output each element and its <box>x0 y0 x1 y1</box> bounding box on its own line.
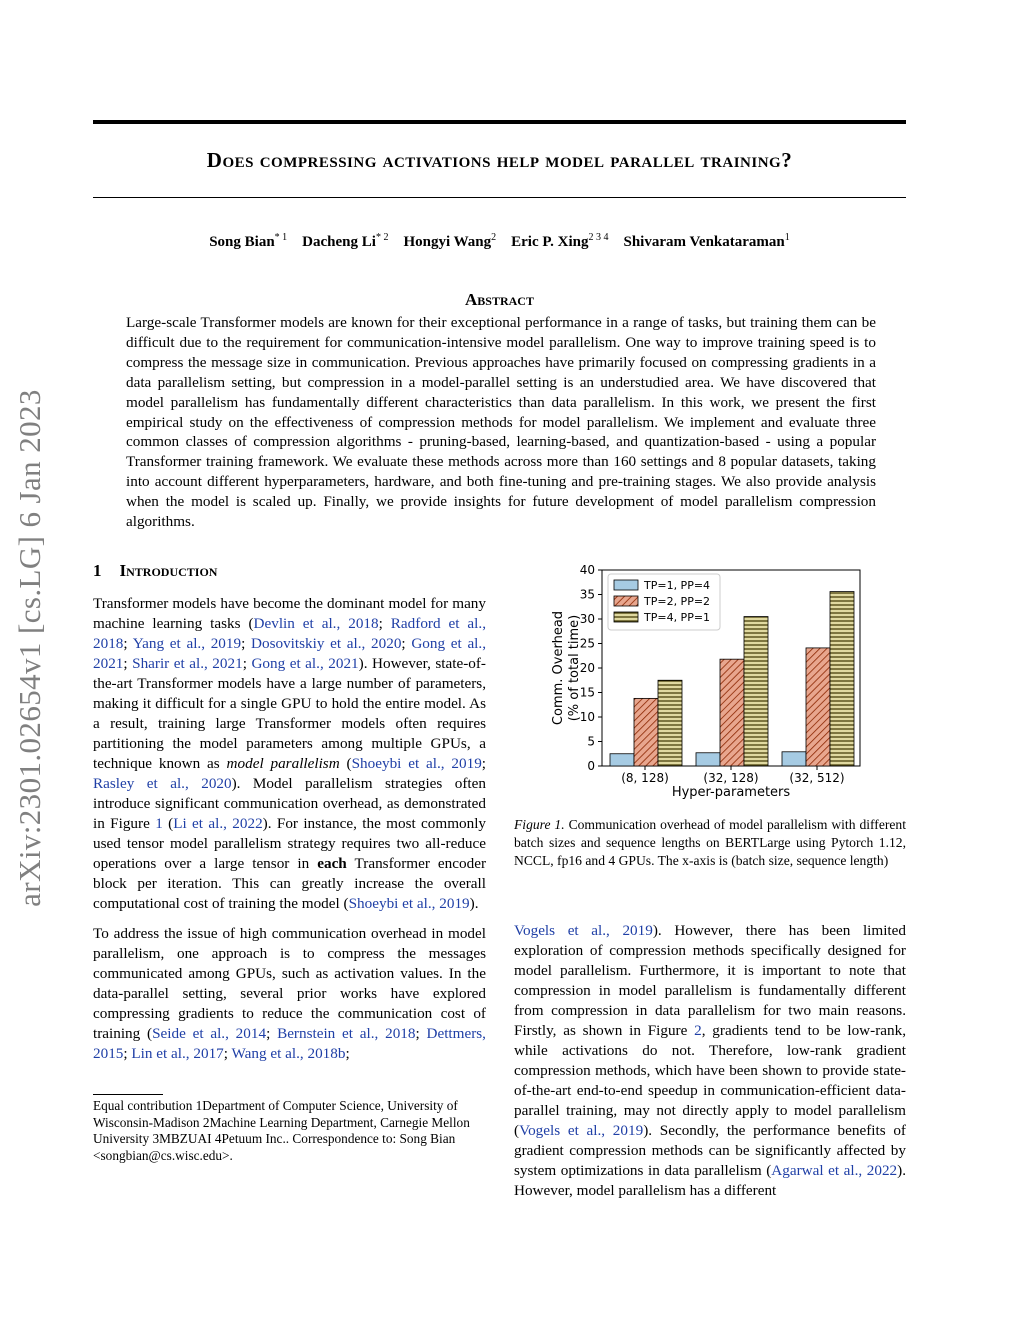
y-tick-label: 10 <box>579 710 595 724</box>
left-column <box>93 594 486 1074</box>
author: Eric P. Xing$^{2 3 4}$ <box>511 232 609 250</box>
abstract-heading: Abstract <box>465 290 534 309</box>
arxiv-stamp: arXiv:2301.02654v1 [cs.LG] 6 Jan 2023 <box>12 389 47 907</box>
citation-link[interactable]: Bernstein et al., 2018 <box>277 1025 416 1042</box>
bar <box>720 659 744 766</box>
y-axis-label: Comm. Overhead <box>551 610 566 726</box>
citation-link[interactable]: Shoeybi et al., 2019 <box>348 895 470 912</box>
bar <box>610 754 634 766</box>
citation-link[interactable]: Radford et al., 2018 <box>93 615 486 652</box>
y-tick-label: 25 <box>579 636 595 651</box>
x-tick-label: (32, 128) <box>703 771 759 785</box>
title-bottom-rule <box>93 197 906 198</box>
citation-link[interactable]: Seide et al., 2014 <box>152 1025 267 1042</box>
right-paragraph: Vogels et al., 2019). However, there has been limited exploration of compression methods specifically designed for model parallelism. Furthermore, it is important to note that compression in model parallelism is fundamentally different from compression in data parallelism for two main reasons. Firstly, as shown in Figure 2, gradients tend to be low-rank, while activations do not. Therefore, low-rank gradient compression methods, which have been shown to provide state-of-the-art end-to-end speedup in communication-efficient data-parallel training, may not directly apply to model parallelism (Vogels et al., 2019). Secondly, the performance benefits of gradient compression methods can be significantly affected by system optimizations in data parallelism (Agarwal et al., 2022). However, model parallelism has a different <box>514 922 906 1199</box>
y-tick-label: 20 <box>579 661 595 675</box>
legend-swatch <box>614 596 638 606</box>
author: Song Bian$^{* 1}$ <box>209 232 288 250</box>
citation-link[interactable]: Wang et al., 2018b <box>231 1045 346 1062</box>
author-list <box>93 232 906 251</box>
citation-link[interactable]: Gong et al., 2021 <box>93 635 486 672</box>
y-tick-label: 35 <box>579 587 595 602</box>
y-tick-label: 15 <box>579 685 595 700</box>
author: Dacheng Li$^{* 2}$ <box>302 232 389 250</box>
right-column <box>514 921 906 1211</box>
bar <box>806 648 830 766</box>
bar-chart <box>540 560 870 800</box>
x-tick-label: (8, 128) <box>621 771 669 785</box>
citation-link[interactable]: Devlin et al., 2018 <box>253 615 379 632</box>
citation-link[interactable]: Sharir et al., 2021 <box>132 655 243 672</box>
citation-link[interactable]: Dosovitskiy et al., 2020 <box>251 635 402 652</box>
citation-link[interactable]: Vogels et al., 2019 <box>514 922 653 939</box>
citation-link[interactable]: Rasley et al., 2020 <box>93 775 232 792</box>
section-heading: 1 Introduction <box>93 561 218 580</box>
legend-swatch <box>614 612 638 622</box>
footnote-rule <box>93 1094 163 1095</box>
bar <box>782 752 806 766</box>
title-top-rule <box>93 120 906 124</box>
bar <box>658 680 682 766</box>
citation-link[interactable]: Vogels et al., 2019 <box>519 1122 644 1139</box>
figure-link[interactable]: 1 <box>155 815 163 832</box>
bar <box>744 617 768 766</box>
bar <box>696 753 720 766</box>
x-tick-label: (32, 512) <box>789 771 845 785</box>
citation-link[interactable]: Lin et al., 2017 <box>131 1045 224 1062</box>
y-tick-label: 0 <box>587 759 595 773</box>
citation-link[interactable]: Li et al., 2022 <box>173 815 263 832</box>
y-tick-label: 5 <box>587 734 595 749</box>
y-tick-label: 40 <box>579 563 595 577</box>
figure-1-chart <box>540 560 870 805</box>
author: Shivaram Venkataraman$^1$ <box>623 232 790 250</box>
footnote: Equal contribution 1Department of Computer Science, University of Wisconsin-Madison 2Machine Learning Department, Carnegie Mellon University 3MBZUAI 4Petuum Inc.. Correspondence to: Song Bian <songbian@cs.wisc.edu>. <box>93 1098 470 1163</box>
bar <box>634 698 658 766</box>
legend-label: TP=1, PP=4 <box>644 579 711 592</box>
x-axis-label: Hyper-parameters <box>671 785 791 800</box>
bar <box>830 592 854 766</box>
abstract-body: Large-scale Transformer models are known for their exceptional performance in a range of tasks, but training them can be difficult due to the requirement for communication-intensive model parallelism. One way to improve training speed is to compress the message size in communication. Previous approaches have primarily focused on compressing gradients in a data parallelism setting, but compression in a model-parallel setting is an understudied area. We have discovered that model parallelism has fundamentally different characteristics than data parallelism. In this work, we present the first empirical study on the effectiveness of compression methods for model parallelism. We implement and evaluate three common classes of compression algorithms - pruning-based, learning-based, and quantization-based - using a popular Transformer training framework. We evaluate these methods across more than 160 settings and 8 popular datasets, taking into account different hyperparameters, hardware, and both fine-tuning and pre-training stages. We also provide analysis when the model is scaled up. Finally, we provide insights for future development of model parallelism compression algorithms. <box>126 314 876 531</box>
citation-link[interactable]: Gong et al., 2021 <box>251 655 359 672</box>
intro-paragraph-2: To address the issue of high communication overhead in model parallelism, one approach is to compress the messages communicated among GPUs, such as activation values. In the data-parallel setting, several prior works have explored compressing gradients to reduce the communication cost of training (Seide et al., 2014; Bernstein et al., 2018; Dettmers, 2015; Lin et al., 2017; Wang et al., 2018b; <box>93 925 486 1062</box>
legend-label: TP=4, PP=1 <box>644 611 711 624</box>
y-axis-label: (% of total time) <box>567 614 582 722</box>
figure-link[interactable]: 2 <box>694 1022 702 1039</box>
citation-link[interactable]: Yang et al., 2019 <box>132 635 242 652</box>
intro-paragraph-1: Transformer models have become the dominant model for many machine learning tasks (Devlin et al., 2018; Radford et al., 2018; Yang et al., 2019; Dosovitskiy et al., 2020; Gong et al., 2021; Sharir et al., 2021; Gong et al., 2021). However, state-of-the-art Transformer models have a large number of parameters, making it difficult for a single GPU to hold the entire model. As a result, training large Transformer models often requires partitioning the model parameters among multiple GPUs, a technique known as model parallelism (Shoeybi et al., 2019; Rasley et al., 2020). Model parallelism strategies often introduce significant communication overhead, as demonstrated in Figure 1 (Li et al., 2022). For instance, the most commonly used tensor model parallelism strategy requires two all-reduce operations over a large tensor in each Transformer encoder block per iteration. This can greatly increase the overall computational cost of training the model (Shoeybi et al., 2019). <box>93 595 487 912</box>
citation-link[interactable]: Shoeybi et al., 2019 <box>351 755 482 772</box>
author: Hongyi Wang$^2$ <box>403 232 497 250</box>
legend-label: TP=2, PP=2 <box>644 595 711 608</box>
citation-link[interactable]: Dettmers, 2015 <box>93 1025 486 1062</box>
figure-caption: Figure 1. Communication overhead of model parallelism with different batch sizes and sequence lengths on BERTLarge using Pytorch 1.12, NCCL, fp16 and 4 GPUs. The x-axis is (batch size, sequence length) <box>514 817 906 868</box>
citation-link[interactable]: Agarwal et al., 2022 <box>771 1162 898 1179</box>
paper-title: Does compressing activations help model parallel training? <box>206 148 793 172</box>
y-tick-label: 30 <box>579 612 595 626</box>
legend-swatch <box>614 580 638 590</box>
